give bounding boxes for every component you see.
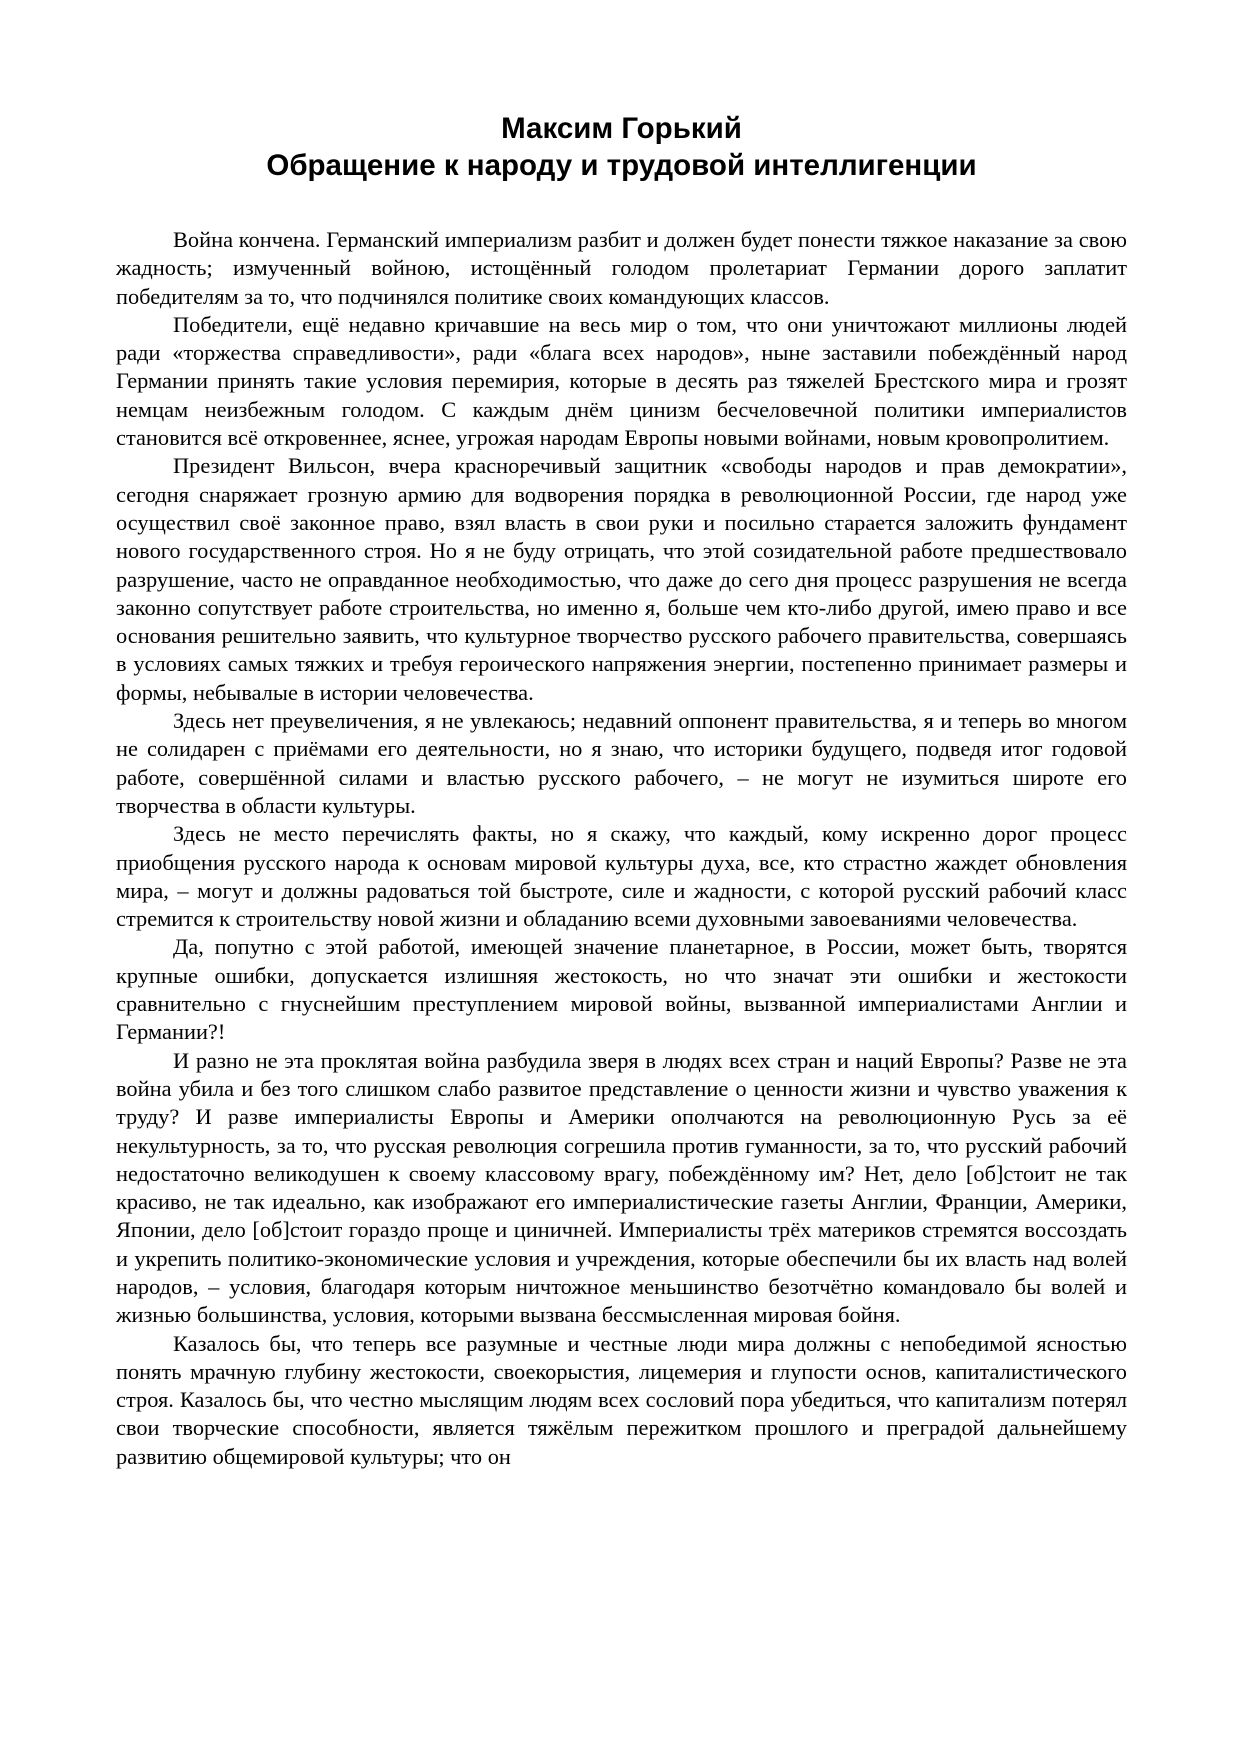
- document-body: [116, 226, 1127, 1471]
- paragraph: Победители, ещё недавно кричавшие на весь мир о том, что они уничтожают миллионы людей ради «торжества справедливости», ради «блага всех народов», ныне заставили побеждённый народ Германии принять такие условия перемирия, которые в десять раз тяжелей Брестского мира и грозят немцам неизбежным голодом. С каждым днём цинизм бесчеловечной политики империалистов становится всё откровеннее, яснее, угрожая народам Европы новыми войнами, новым кровопролитием.: [116, 311, 1127, 451]
- document-title: Обращение к народу и трудовой интеллигенции: [266, 149, 977, 182]
- paragraph: Здесь не место перечислять факты, но я скажу, что каждый, кому искренно дорог процесс приобщения русского народа к основам мировой культуры духа, все, кто страстно жаждет обновления мира, – могут и должны радоваться той быстроте, силе и жадности, с которой русский рабочий класс стремится к строительству новой жизни и обладанию всеми духовными завоеваниями человечества.: [116, 821, 1127, 932]
- author-name: Максим Горький: [501, 112, 742, 145]
- paragraph: Здесь нет преувеличения, я не увлекаюсь; недавний оппонент правительства, я и теперь во многом не солидарен с приёмами его деятельности, но я знаю, что историки будущего, подведя итог годовой работе, совершённой силами и властью русского рабочего, – не могут не изумиться широте его творчества в области культуры.: [116, 708, 1127, 818]
- paragraph: Казалось бы, что теперь все разумные и честные люди мира должны с непобедимой ясностью понять мрачную глубину жестокости, своекорыстия, лицемерия и глупости основ, капиталистического строя. Казалось бы, что честно мыслящим людям всех сословий пора убедиться, что капитализм потерял свои творческие способности, является тяжёлым пережитком прошлого и преградой дальнейшему развитию общемировой культуры; что он: [116, 1330, 1127, 1469]
- paragraph: И разно не эта проклятая война разбудила зверя в людях всех стран и наций Европы? Разве не эта война убила и без того слишком слабо развитое представление о ценности жизни и чувство уважения к труду? И разве империалисты Европы и Америки ополчаются на революционную Русь за её некультурность, за то, что русская революция согрешила против гуманности, за то, что русский рабочий недостаточно великодушен к своему классовому врагу, побеждённому им? Нет, дело [об]стоит не так красиво, не так идеально, как изображают его империалистические газеты Англии, Франции, Америки, Японии, дело [об]стоит гораздо проще и циничней. Империалисты трёх материков стремятся воссоздать и укрепить политико-экономические условия и учреждения, которые обеспечили бы их власть над волей народов, – условия, благодаря которым ничтожное меньшинство безотчётно командовало бы волей и жизнью большинства, условия, которыми вызвана бессмысленная мировая бойня.: [116, 1047, 1127, 1328]
- document-header: [116, 110, 1127, 184]
- paragraph: Война кончена. Германский империализм разбит и должен будет понести тяжкое наказание за свою жадность; измученный войною, истощённый голодом пролетариат Германии дорого заплатит победителям за то, что подчинялся политике своих командующих классов.: [116, 227, 1127, 309]
- paragraph: Да, попутно с этой работой, имеющей значение планетарное, в России, может быть, творятся крупные ошибки, допускается излишняя жестокость, но что значат эти ошибки и жестокости сравнительно с гнуснейшим преступлением мировой войны, вызванной империалистами Англии и Германии?!: [116, 934, 1127, 1045]
- paragraph: Президент Вильсон, вчера красноречивый защитник «свободы народов и прав демократии», сегодня снаряжает грозную армию для водворения порядка в революционной России, где народ уже осуществил своё законное право, взял власть в свои руки и посильно старается заложить фундамент нового государственного строя. Но я не буду отрицать, что этой созидательной работе предшествовало разрушение, часто не оправданное необходимостью, что даже до сего дня процесс разрушения не всегда законно сопутствует работе строительства, но именно я, больше чем кто-либо другой, имею право и все основания решительно заявить, что культурное творчество русского рабочего правительства, совершаясь в условиях самых тяжких и требуя героического напряжения энергии, постепенно принимает размеры и формы, небывалые в истории человечества.: [116, 453, 1127, 705]
